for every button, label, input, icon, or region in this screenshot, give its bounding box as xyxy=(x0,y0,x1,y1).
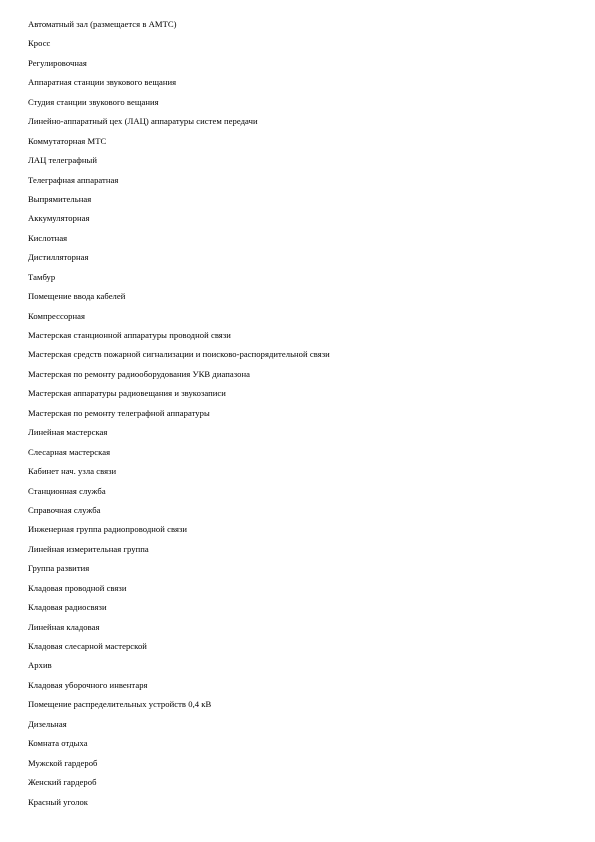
room-list-item: Линейная измерительная группа xyxy=(28,543,149,554)
room-list-item: Аккумуляторная xyxy=(28,213,90,224)
room-list xyxy=(28,17,568,814)
room-list-item: Станционная служба xyxy=(28,485,106,496)
room-list-item: Линейно-аппаратный цех (ЛАЦ) аппаратуры систем передачи xyxy=(28,116,258,127)
room-list-item: Мастерская по ремонту радиооборудования УКВ диапазона xyxy=(28,368,250,379)
room-list-item: Регулировочная xyxy=(28,57,87,68)
room-list-item: Мастерская по ремонту телеграфной аппаратуры xyxy=(28,407,210,418)
room-list-item: Группа развития xyxy=(28,563,90,574)
room-list-item: Тамбур xyxy=(28,271,56,282)
room-list-item: Мужской гардероб xyxy=(28,757,98,768)
room-list-item: Линейная мастерская xyxy=(28,427,108,438)
room-list-item: Дизельная xyxy=(28,718,67,729)
room-list-item: Архив xyxy=(28,660,52,671)
room-list-item: Кросс xyxy=(28,38,51,49)
room-list-item: Мастерская аппаратуры радиовещания и звукозаписи xyxy=(28,388,226,399)
room-list-item: Телеграфная аппаратная xyxy=(28,174,119,185)
room-list-item: Компрессорная xyxy=(28,310,86,321)
room-list-item: Аппаратная станции звукового вещания xyxy=(28,77,177,88)
room-list-item: Помещение ввода кабелей xyxy=(28,291,126,302)
room-list-item: Кладовая проводной связи xyxy=(28,582,127,593)
room-list-item: Дистилляторная xyxy=(28,252,89,263)
room-list-item: Помещение распределительных устройств 0,4 кВ xyxy=(28,699,212,710)
room-list-item: Мастерская станционной аппаратуры проводной связи xyxy=(28,330,231,340)
room-list-item: ЛАЦ телеграфный xyxy=(28,155,97,166)
room-list-item: Линейная кладовая xyxy=(28,621,100,632)
room-list-item: Красный уголок xyxy=(28,796,89,807)
room-list-item: Коммутаторная МТС xyxy=(28,135,107,146)
room-list-item: Женский гардероб xyxy=(28,777,97,788)
room-list-item: Слесарная мастерская xyxy=(28,446,111,457)
room-list-item: Инженерная группа радиопроводной связи xyxy=(28,524,188,535)
room-list-item: Кабинет нач. узла связи xyxy=(28,466,117,477)
room-list-item: Студия станции звукового вещания xyxy=(28,96,159,107)
room-list-item: Мастерская средств пожарной сигнализации и поисково-распорядительной связи xyxy=(28,349,330,360)
room-list-item: Кислотная xyxy=(28,232,68,243)
room-list-item: Выпрямительная xyxy=(28,193,92,204)
room-list-item: Кладовая слесарной мастерской xyxy=(28,641,147,651)
room-list-item: Справочная служба xyxy=(28,504,101,515)
room-list-item: Кладовая радиосвязи xyxy=(28,602,107,613)
room-list-item: Автоматный зал (размещается в АМТС) xyxy=(28,19,177,29)
room-list-item: Кладовая уборочного инвентаря xyxy=(28,679,148,690)
room-list-item: Комната отдыха xyxy=(28,738,88,749)
